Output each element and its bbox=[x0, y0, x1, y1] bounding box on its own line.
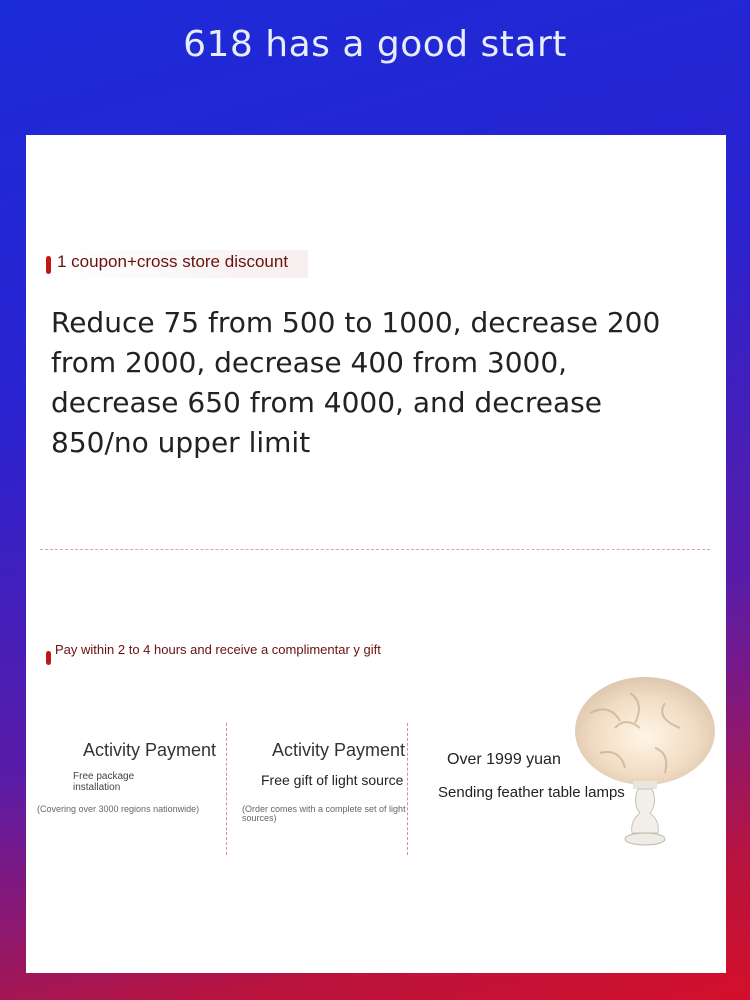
column-2-note: (Order comes with a complete set of light sources) bbox=[242, 804, 406, 823]
column-3-title: Over 1999 yuan bbox=[447, 751, 561, 768]
column-3-detail: Sending feather table lamps bbox=[438, 784, 625, 801]
column-2-detail: Free gift of light source bbox=[261, 772, 404, 788]
column-1-title: Activity Payment bbox=[83, 740, 217, 760]
column-separator bbox=[226, 723, 227, 855]
tag-marker-icon bbox=[46, 651, 51, 665]
column-separator bbox=[407, 723, 408, 855]
tag-marker-icon bbox=[46, 256, 51, 274]
coupon-tag-label: 1 coupon+cross store discount bbox=[55, 250, 308, 278]
gift-tag-label: Pay within 2 to 4 hours and receive a complimentar y gift bbox=[55, 642, 381, 657]
discount-headline: Reduce 75 from 500 to 1000, decrease 200 from 2000, decrease 400 from 3000, decrease 650 from 4000, and decrease 850/no upper limit bbox=[51, 306, 661, 459]
gift-tag bbox=[46, 642, 386, 665]
promo-panel bbox=[26, 135, 726, 973]
column-1-note: (Covering over 3000 regions nationwide) bbox=[37, 804, 200, 814]
coupon-tag bbox=[46, 250, 308, 278]
header-title: 618 has a good start bbox=[183, 24, 567, 65]
section-divider bbox=[40, 549, 710, 550]
column-1-detail: Free package installation bbox=[73, 771, 135, 793]
column-2-title: Activity Payment bbox=[272, 740, 406, 760]
feather-table-lamp-icon bbox=[570, 673, 720, 857]
